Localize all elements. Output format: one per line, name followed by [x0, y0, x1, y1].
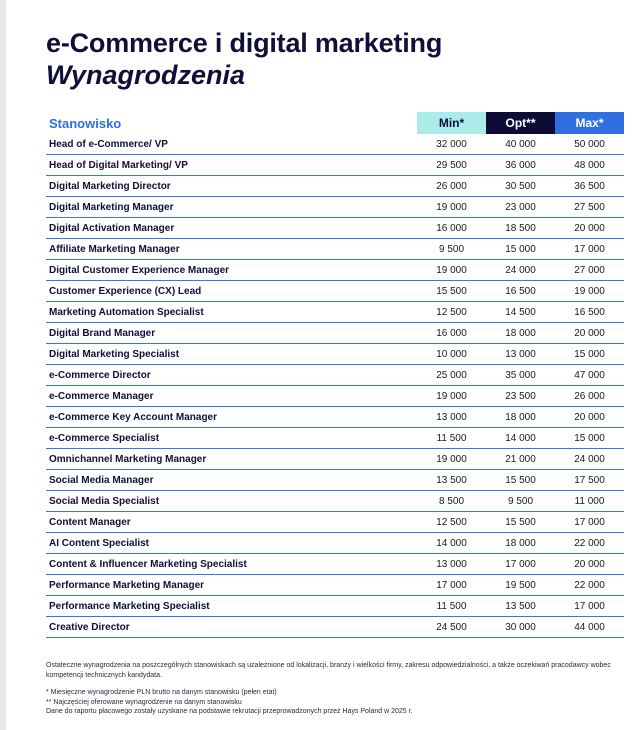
- cell-position: Social Media Specialist: [49, 495, 160, 507]
- cell-min: 17 000: [436, 579, 467, 591]
- header: [46, 26, 442, 90]
- cell-min: 16 000: [436, 327, 467, 339]
- cell-min: 13 000: [436, 411, 467, 423]
- cell-min: 19 000: [436, 453, 467, 465]
- salary-table: [46, 112, 624, 638]
- table-row: [46, 554, 624, 575]
- table-row: [46, 323, 624, 344]
- table-row: [46, 407, 624, 428]
- cell-min: 26 000: [436, 180, 467, 192]
- cell-position: Creative Director: [49, 621, 130, 633]
- cell-max: 36 500: [574, 180, 605, 192]
- cell-opt: 14 000: [505, 432, 536, 444]
- cell-opt: 23 500: [505, 390, 536, 402]
- cell-position: Head of e-Commerce/ VP: [49, 138, 168, 150]
- cell-position: Digital Activation Manager: [49, 222, 175, 234]
- table-row: [46, 449, 624, 470]
- cell-max: 15 000: [574, 432, 605, 444]
- table-row: [46, 197, 624, 218]
- cell-min: 11 500: [436, 600, 467, 612]
- cell-opt: 17 000: [505, 558, 536, 570]
- cell-position: e-Commerce Director: [49, 369, 151, 381]
- cell-max: 22 000: [574, 537, 605, 549]
- cell-min: 25 000: [436, 369, 467, 381]
- cell-max: 22 000: [574, 579, 605, 591]
- table-row: [46, 155, 624, 176]
- cell-min: 13 500: [436, 474, 467, 486]
- table-row: [46, 302, 624, 323]
- cell-max: 48 000: [574, 159, 605, 171]
- table-row: [46, 596, 624, 617]
- cell-min: 32 000: [436, 138, 467, 150]
- table-row: [46, 239, 624, 260]
- cell-position: e-Commerce Manager: [49, 390, 154, 402]
- page-edge: [0, 0, 6, 730]
- cell-position: Digital Brand Manager: [49, 327, 156, 339]
- footnotes: [46, 661, 626, 717]
- table-row: [46, 176, 624, 197]
- cell-opt: 40 000: [505, 138, 536, 150]
- cell-position: Omnichannel Marketing Manager: [49, 453, 207, 465]
- table-row: [46, 470, 624, 491]
- table-row: [46, 491, 624, 512]
- cell-position: Performance Marketing Manager: [49, 579, 205, 591]
- column-header-position: Stanowisko: [49, 115, 122, 131]
- cell-position: Digital Marketing Manager: [49, 201, 174, 213]
- table-row: [46, 260, 624, 281]
- cell-min: 12 500: [436, 306, 467, 318]
- cell-opt: 35 000: [505, 369, 536, 381]
- cell-opt: 13 000: [505, 348, 536, 360]
- cell-min: 19 000: [436, 390, 467, 402]
- cell-min: 13 000: [436, 558, 467, 570]
- cell-position: Digital Marketing Director: [49, 180, 171, 192]
- cell-opt: 23 000: [505, 201, 536, 213]
- cell-position: Customer Experience (CX) Lead: [49, 285, 202, 297]
- cell-opt: 18 000: [505, 537, 536, 549]
- table-row: [46, 134, 624, 155]
- cell-opt: 30 000: [505, 621, 536, 633]
- cell-opt: 15 000: [505, 243, 536, 255]
- table-row: [46, 386, 624, 407]
- cell-max: 27 000: [574, 264, 605, 276]
- cell-position: Content & Influencer Marketing Specialist: [49, 558, 247, 570]
- table-header: [46, 112, 624, 134]
- cell-min: 8 500: [438, 495, 465, 507]
- column-header-max: Max*: [555, 112, 624, 134]
- cell-opt: 18 000: [505, 327, 536, 339]
- cell-position: Digital Customer Experience Manager: [49, 264, 230, 276]
- cell-opt: 18 000: [505, 411, 536, 423]
- cell-position: Performance Marketing Specialist: [49, 600, 210, 612]
- cell-opt: 14 500: [505, 306, 536, 318]
- table-row: [46, 428, 624, 449]
- cell-max: 20 000: [574, 222, 605, 234]
- cell-max: 47 000: [574, 369, 605, 381]
- cell-max: 17 000: [574, 516, 605, 528]
- cell-max: 17 000: [574, 600, 605, 612]
- cell-max: 27 500: [574, 201, 605, 213]
- page-subtitle: Wynagrodzenia: [46, 60, 246, 90]
- cell-opt: 18 500: [505, 222, 536, 234]
- table-row: [46, 512, 624, 533]
- cell-min: 19 000: [436, 201, 467, 213]
- cell-max: 17 500: [574, 474, 605, 486]
- cell-opt: 9 500: [507, 495, 534, 507]
- cell-max: 24 000: [574, 453, 605, 465]
- table-row: [46, 344, 624, 365]
- table-row: [46, 365, 624, 386]
- footnote-source: Dane do raportu płacowego zostały uzyskane na podstawie rekrutacji przeprowadzonych przez Hays Poland w 2025 r.: [46, 708, 413, 715]
- column-header-min: Min*: [417, 112, 486, 134]
- table-row: [46, 281, 624, 302]
- cell-max: 20 000: [574, 327, 605, 339]
- cell-opt: 15 500: [505, 474, 536, 486]
- table-row: [46, 533, 624, 554]
- table-body: [46, 134, 624, 638]
- cell-max: 50 000: [574, 138, 605, 150]
- cell-min: 19 000: [436, 264, 467, 276]
- cell-max: 16 500: [574, 306, 605, 318]
- cell-max: 44 000: [574, 621, 605, 633]
- cell-max: 17 000: [574, 243, 605, 255]
- cell-opt: 19 500: [505, 579, 536, 591]
- table-row: [46, 575, 624, 596]
- cell-position: Digital Marketing Specialist: [49, 348, 180, 360]
- cell-min: 14 000: [436, 537, 467, 549]
- cell-position: e-Commerce Specialist: [49, 432, 160, 444]
- cell-max: 19 000: [574, 285, 605, 297]
- cell-max: 20 000: [574, 558, 605, 570]
- column-header-opt: Opt**: [486, 112, 555, 134]
- cell-position: Social Media Manager: [49, 474, 154, 486]
- cell-max: 20 000: [574, 411, 605, 423]
- cell-opt: 30 500: [505, 180, 536, 192]
- cell-position: AI Content Specialist: [49, 537, 150, 549]
- table-row: [46, 617, 624, 638]
- cell-min: 11 500: [436, 432, 467, 444]
- cell-position: e-Commerce Key Account Manager: [49, 411, 218, 423]
- cell-max: 26 000: [574, 390, 605, 402]
- footnote-star2: ** Najczęściej oferowane wynagrodzenie na danym stanowisku: [46, 698, 242, 706]
- cell-max: 11 000: [574, 495, 605, 507]
- footnote-disclaimer: Ostateczne wynagrodzenia na poszczególnych stanowiskach są uzależnione od lokalizacji, branży i wielkości firmy, zakresu odpowiedzialności, a także oczekiwań pracodawcy wobec kompetencji technicznych kandydata.: [46, 662, 611, 679]
- cell-opt: 24 000: [505, 264, 536, 276]
- cell-opt: 21 000: [505, 453, 536, 465]
- cell-min: 10 000: [436, 348, 467, 360]
- cell-min: 29 500: [436, 159, 467, 171]
- cell-opt: 15 500: [505, 516, 536, 528]
- cell-max: 15 000: [574, 348, 605, 360]
- cell-min: 12 500: [436, 516, 467, 528]
- cell-opt: 16 500: [505, 285, 536, 297]
- cell-opt: 13 500: [505, 600, 536, 612]
- cell-min: 15 500: [436, 285, 467, 297]
- footnote-star1: * Miesięczne wynagrodzenie PLN brutto na danym stanowisku (pełen etat): [46, 689, 277, 696]
- cell-min: 9 500: [438, 243, 465, 255]
- cell-opt: 36 000: [505, 159, 536, 171]
- cell-min: 24 500: [436, 621, 467, 633]
- cell-position: Head of Digital Marketing/ VP: [49, 159, 188, 171]
- cell-min: 16 000: [436, 222, 467, 234]
- cell-position: Content Manager: [49, 516, 131, 528]
- table-row: [46, 218, 624, 239]
- page-title: e-Commerce i digital marketing: [46, 28, 443, 58]
- cell-position: Affiliate Marketing Manager: [49, 243, 180, 255]
- cell-position: Marketing Automation Specialist: [49, 306, 204, 318]
